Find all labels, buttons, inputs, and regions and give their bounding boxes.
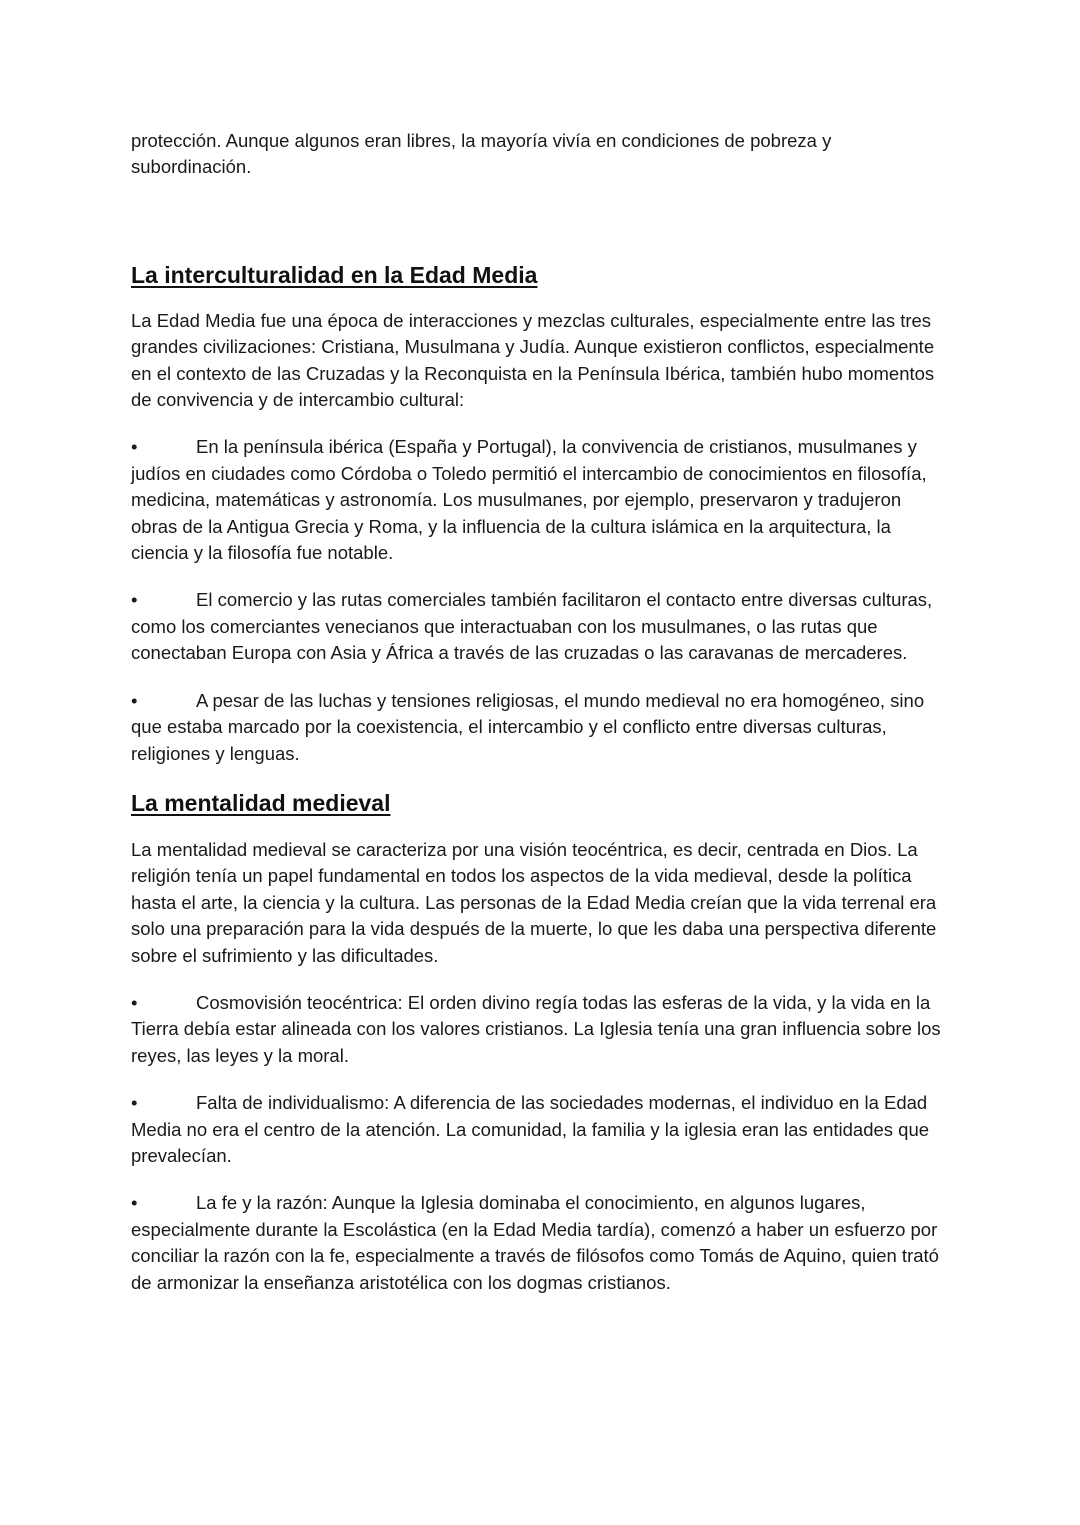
section-heading-mentalidad: La mentalidad medieval [131, 789, 391, 816]
bullet-mark: • [131, 991, 138, 1013]
document-page [131, 128, 951, 1296]
intro-paragraph: protección. Aunque algunos eran libres, la mayoría vivía en condiciones de pobreza y subordinación. [131, 130, 832, 178]
bullet-item [131, 434, 951, 566]
section-paragraph-interculturalidad: La Edad Media fue una época de interacciones y mezclas culturales, especialmente entre las tres grandes civilizaciones: Cristiana, Musulmana y Judía. Aunque existieron conflictos, especialmente en el contexto de las Cruzadas y la Reconquista en la Península Ibérica, también hubo momentos de convivencia y de intercambio cultural: [131, 309, 935, 411]
bullet-text: La fe y la razón: Aunque la Iglesia dominaba el conocimiento, en algunos lugares, especialmente durante la Escolástica (en la Edad Media tardía), comenzó a haber un esfuerzo por conciliar la razón con la fe, especialmente a través de filósofos como Tomás de Aquino, quien trató de armonizar la enseñanza aristotélica con los dogmas cristianos. [131, 1192, 939, 1293]
bullet-item [131, 688, 951, 767]
bullet-mark: • [131, 436, 138, 458]
bullet-text: Cosmovisión teocéntrica: El orden divino regía todas las esferas de la vida, y la vida en la Tierra debía estar alineada con los valores cristianos. La Iglesia tenía una gran influencia sobre los reyes, las leyes y la moral. [131, 991, 941, 1066]
bullet-item [131, 990, 951, 1069]
bullet-item [131, 587, 951, 666]
bullet-text: El comercio y las rutas comerciales también facilitaron el contacto entre diversas culturas, como los comerciantes venecianos que interactuaban con los musulmanes, o las rutas que conectaban Europa con Asia y África a través de las cruzadas o las caravanas de mercaderes. [131, 589, 933, 664]
bullet-text: Falta de individualismo: A diferencia de las sociedades modernas, el individuo en la Edad Media no era el centro de la atención. La comunidad, la familia y la iglesia eran las entidades que prevalecían. [131, 1092, 930, 1166]
bullet-mark: • [131, 589, 138, 611]
bullet-mark: • [131, 689, 138, 711]
bullet-item [131, 1090, 951, 1169]
bullet-mark: • [131, 1192, 138, 1214]
bullet-text: A pesar de las luchas y tensiones religiosas, el mundo medieval no era homogéneo, sino que estaba marcado por la coexistencia, el intercambio y el conflicto entre diversas culturas, religiones y lenguas. [131, 689, 925, 764]
section-heading-interculturalidad: La interculturalidad en la Edad Media [131, 261, 538, 288]
section-paragraph-mentalidad: La mentalidad medieval se caracteriza por una visión teocéntrica, es decir, centrada en Dios. La religión tenía un papel fundamental en todos los aspectos de la vida medieval, desde la política hasta el arte, la ciencia y la cultura. Las personas de la Edad Media creían que la vida terrenal era solo una preparación para la vida después de la muerte, lo que les daba una perspectiva diferente sobre el sufrimiento y las dificultades. [131, 838, 937, 966]
bullet-mark: • [131, 1092, 138, 1114]
bullet-item [131, 1190, 951, 1296]
bullet-text: En la península ibérica (España y Portugal), la convivencia de cristianos, musulmanes y judíos en ciudades como Córdoba o Toledo permitió el intercambio de conocimientos en filosofía, medicina, matemáticas y astronomía. Los musulmanes, por ejemplo, preservaron y tradujeron obras de la Antigua Grecia y Roma, y la influencia de la cultura islámica en la arquitectura, la ciencia y la filosofía fue notable. [131, 436, 927, 564]
